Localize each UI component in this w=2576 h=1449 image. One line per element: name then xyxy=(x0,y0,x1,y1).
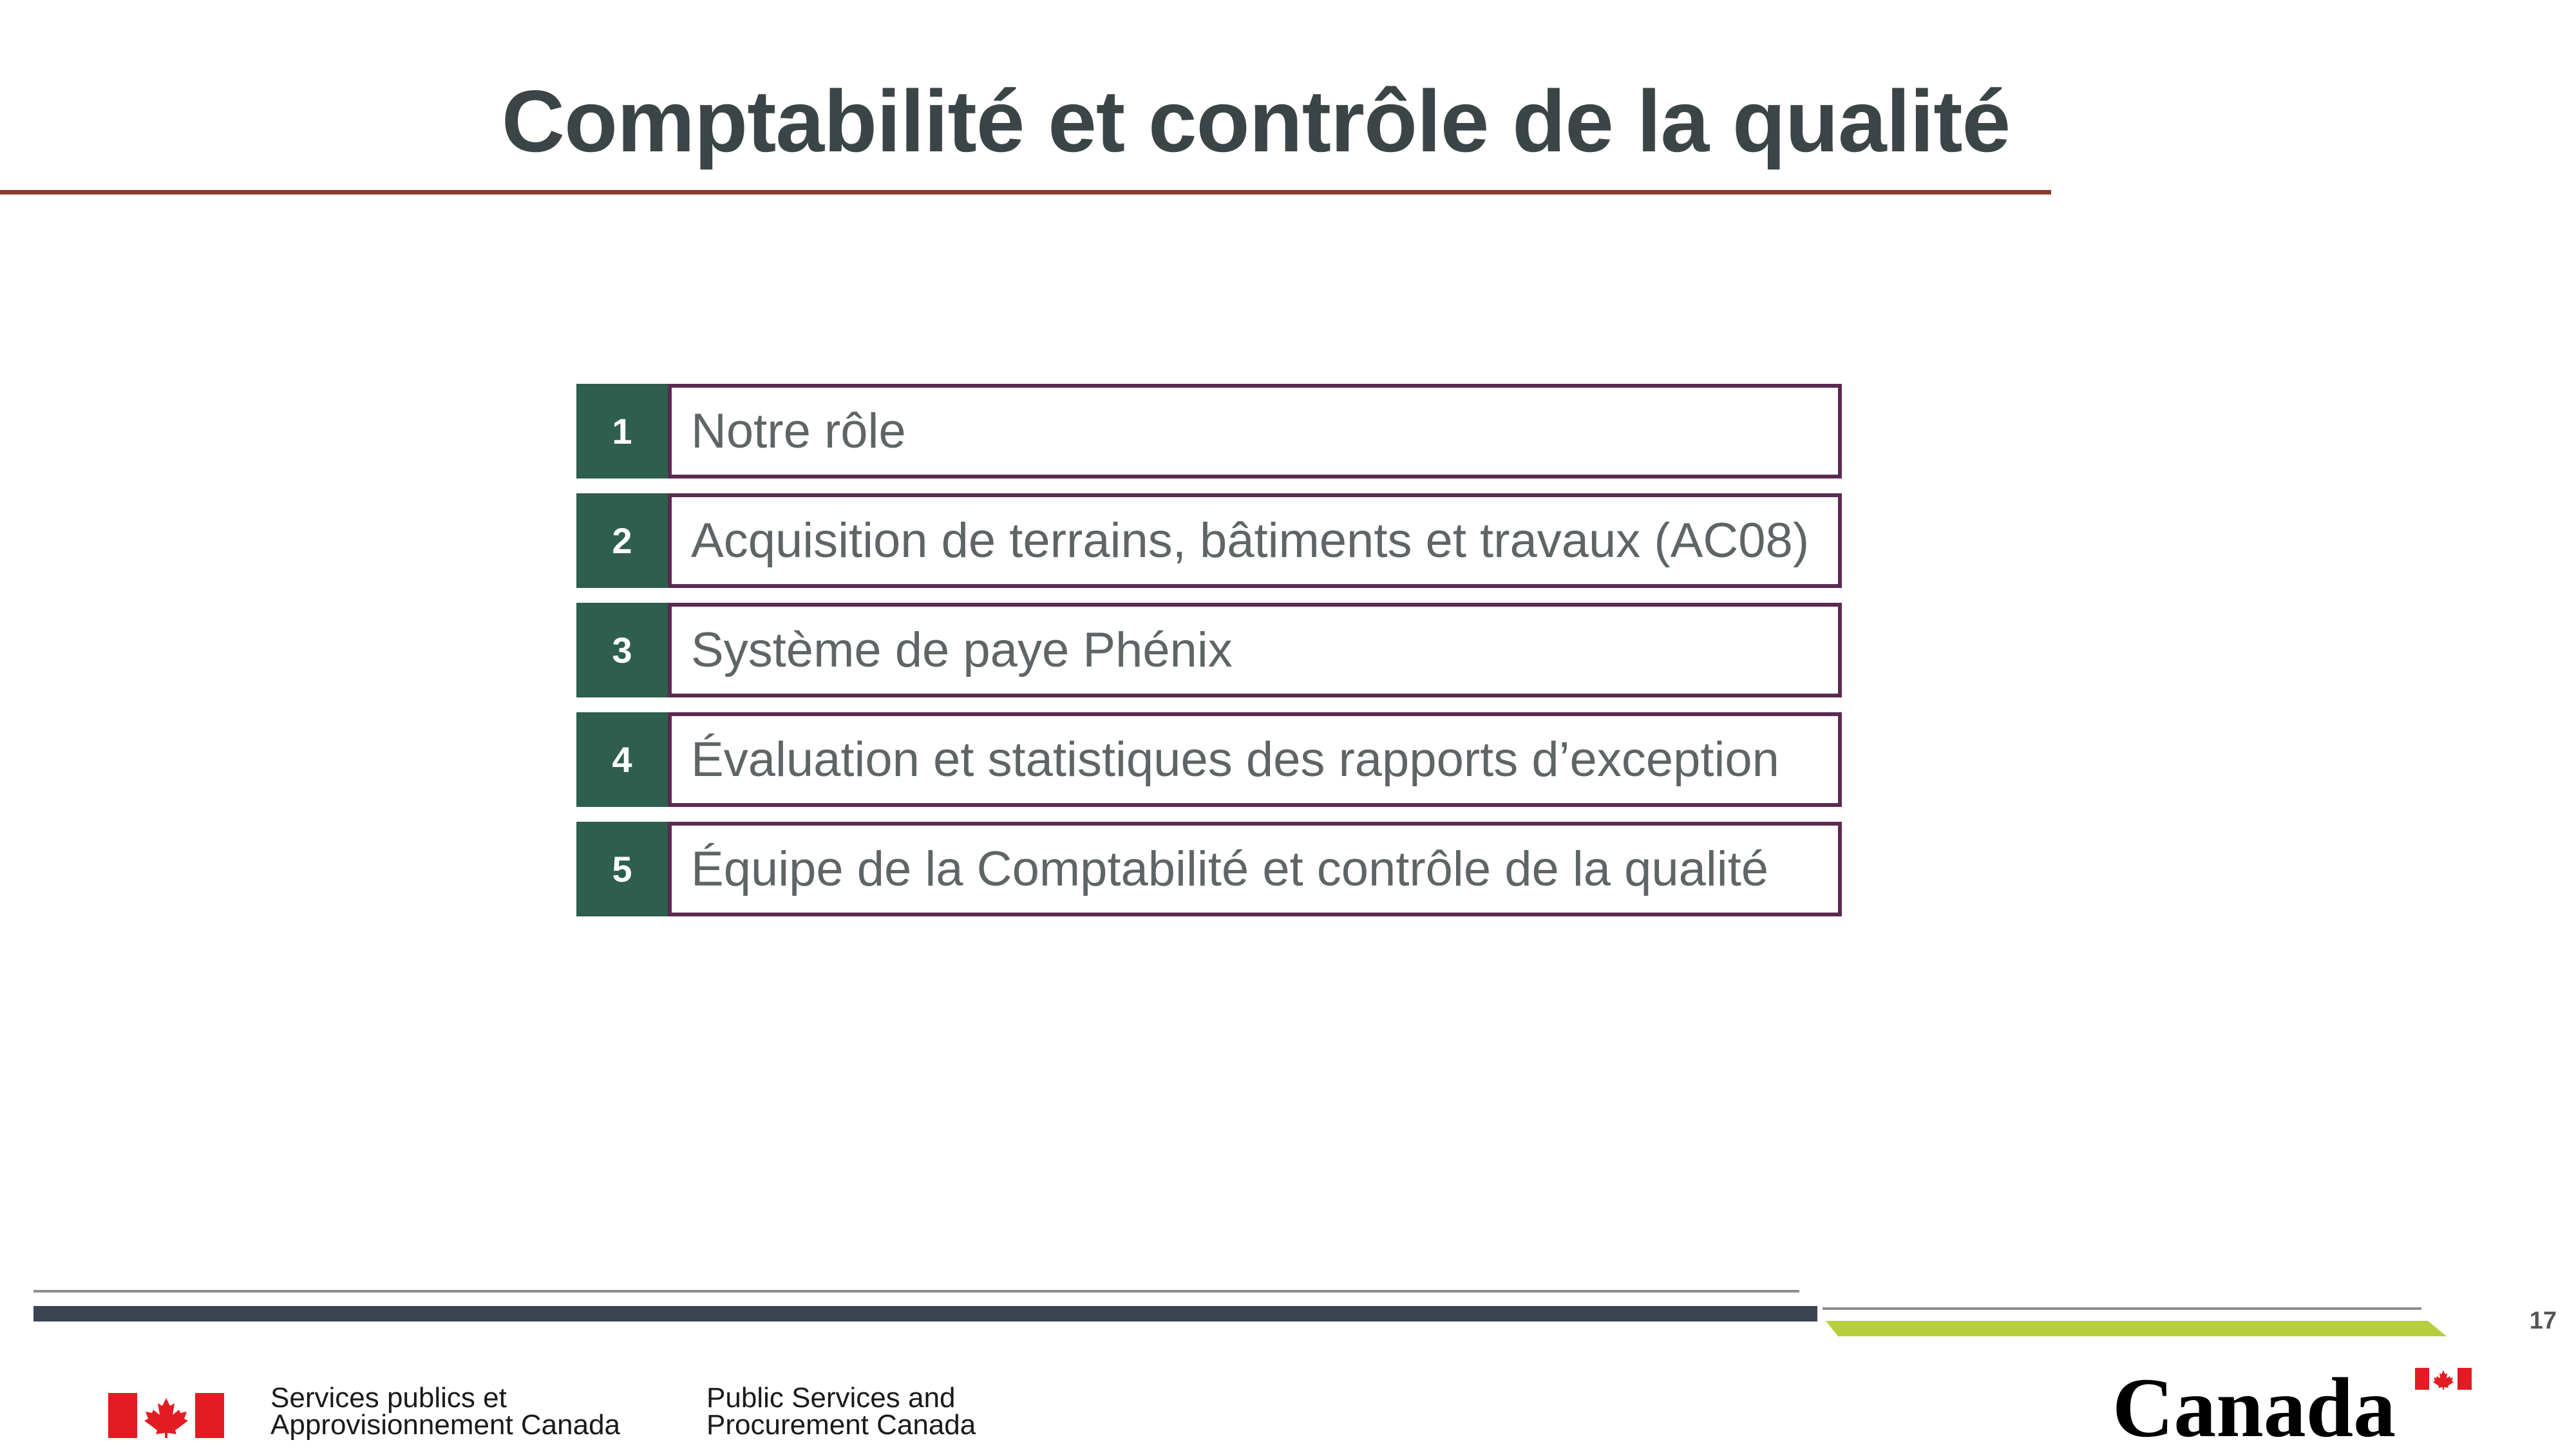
agenda-item-label: Système de paye Phénix xyxy=(668,603,1842,697)
canada-wordmark-text: Canada xyxy=(2112,1364,2396,1444)
agenda-number-badge: 4 xyxy=(576,712,668,807)
agenda-number-badge: 5 xyxy=(576,822,668,916)
agenda-item-label: Acquisition de terrains, bâtiments et travaux (AC08) xyxy=(668,493,1842,588)
agenda-item-label: Évaluation et statistiques des rapports d’exception xyxy=(668,712,1842,807)
agenda-item-label: Notre rôle xyxy=(668,384,1842,478)
department-en-line1: Public Services and xyxy=(706,1382,956,1414)
department-en-line2: Procurement Canada xyxy=(706,1409,976,1441)
agenda-item-1[interactable] xyxy=(576,384,1842,478)
canada-wordmark-flag-icon xyxy=(2415,1368,2472,1390)
department-name-en xyxy=(706,1382,976,1441)
agenda-item-3[interactable] xyxy=(576,603,1842,697)
department-name-fr xyxy=(270,1382,621,1441)
canada-wordmark xyxy=(2112,1364,2473,1444)
agenda-item-label: Équipe de la Comptabilité et contrôle de la qualité xyxy=(668,822,1842,916)
agenda-item-5[interactable] xyxy=(576,822,1842,916)
footer-thin-rule xyxy=(33,1290,1799,1293)
footer-thin-rule-right xyxy=(1823,1307,2421,1310)
slide-title: Comptabilité et contrôle de la qualité xyxy=(501,72,2011,170)
agenda-number-badge: 1 xyxy=(576,384,668,478)
title-underline xyxy=(0,190,2051,194)
page-number: 17 xyxy=(2529,1307,2557,1334)
department-fr-line1: Services publics et xyxy=(270,1382,507,1414)
canada-flag-icon xyxy=(108,1393,224,1438)
footer-dark-bar xyxy=(33,1306,1817,1321)
agenda-number-badge: 3 xyxy=(576,603,668,697)
agenda-list xyxy=(576,384,1842,931)
department-fr-line2: Approvisionnement Canada xyxy=(270,1409,621,1441)
footer-green-bar xyxy=(1826,1321,2447,1336)
agenda-item-2[interactable] xyxy=(576,493,1842,588)
agenda-number-badge: 2 xyxy=(576,493,668,588)
agenda-item-4[interactable] xyxy=(576,712,1842,807)
